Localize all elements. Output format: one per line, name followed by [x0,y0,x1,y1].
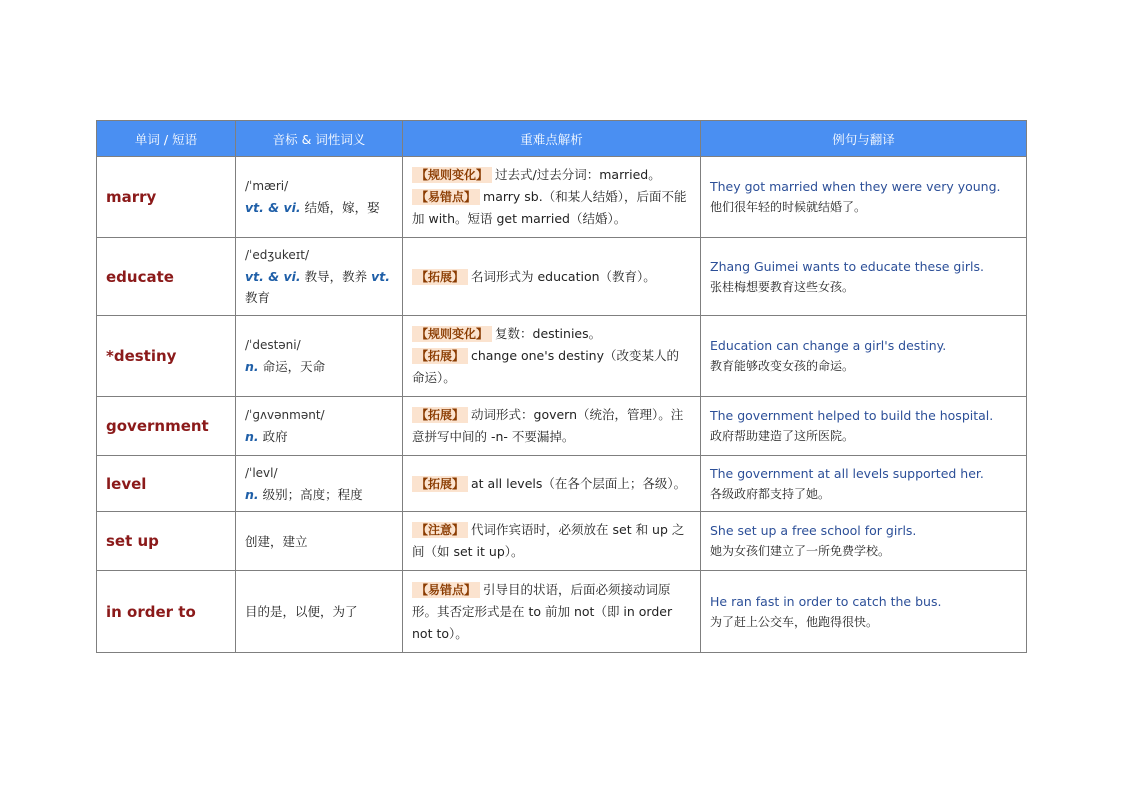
example-english: The government helped to build the hospital. [710,408,994,423]
example-english: The government at all levels supported her. [710,465,984,481]
example-chinese: 张桂梅想要教育这些女孩。 [710,279,855,294]
table-row [97,157,1027,238]
analysis-cell [403,316,701,397]
meaning: 政府 [262,429,288,444]
word-cell: educate [97,238,236,316]
header-example: 例句与翻译 [701,121,1027,157]
word-cell: *destiny [97,316,236,397]
example-english: She set up a free school for girls. [710,523,917,538]
analysis-cell [403,397,701,456]
example-chinese: 为了赶上公交车，他跑得很快。 [710,614,879,629]
example-chinese: 教育能够改变女孩的命运。 [710,359,855,373]
analysis-tag: 【规则变化】 [412,326,492,342]
word-cell: level [97,456,236,512]
analysis-cell [403,456,701,512]
part-of-speech: vt. & vi. [245,269,301,284]
analysis-text: 名词形式为 education（教育）。 [471,268,656,284]
phonetic: /ˈedʒukeɪt/ [245,248,309,262]
pronunciation-cell [236,316,403,397]
meaning: 教导，教养 [304,269,368,284]
analysis-tag: 【拓展】 [412,407,468,423]
analysis-text: at all levels（在各个层面上；各级）。 [471,475,687,491]
analysis-text: 代词作宾语时，必须放在 set 和 up 之间（如 set it up）。 [412,522,685,559]
analysis-text: change one's destiny（改变某人的命运）。 [412,348,680,385]
example-cell [701,397,1027,456]
analysis-text: 动词形式：govern（统治，管理）。注意拼写中间的 -n- 不要漏掉。 [412,407,684,444]
header-analysis: 重难点解析 [403,121,701,157]
analysis-text: marry sb.（和某人结婚），后面不能加 with。短语 get married（结婚）。 [412,189,687,226]
pronunciation-cell [236,512,403,571]
example-english: He ran fast in order to catch the bus. [710,593,942,609]
analysis-tag: 【拓展】 [412,348,468,364]
part-of-speech: vt. & vi. [245,200,301,215]
example-chinese: 各级政府都支持了她。 [710,486,831,501]
meaning: 命运，天命 [262,359,326,374]
example-cell [701,571,1027,653]
example-chinese: 政府帮助建造了这所医院。 [710,429,855,443]
example-english: Zhang Guimei wants to educate these girls. [710,258,984,274]
analysis-tag: 【易错点】 [412,582,480,598]
example-cell [701,238,1027,316]
analysis-text: 过去式/过去分词：married。 [495,167,661,182]
example-english: They got married when they were very young. [710,179,1001,194]
header-pronunciation: 音标 & 词性词义 [236,121,403,157]
table-header-row [97,121,1027,157]
part-of-speech: n. [245,429,259,444]
word-cell: government [97,397,236,456]
meaning: 教育 [245,290,271,305]
example-chinese: 她为女孩们建立了一所免费学校。 [710,544,891,558]
meaning: 目的是，以便，为了 [245,604,358,619]
pronunciation-cell [236,397,403,456]
meaning: 级别；高度；程度 [262,486,363,502]
phonetic: /ˈdestəni/ [245,338,301,352]
meaning: 结婚，嫁，娶 [304,200,380,215]
example-cell [701,157,1027,238]
analysis-tag: 【规则变化】 [412,167,492,183]
analysis-tag: 【拓展】 [412,476,468,492]
vocabulary-table [96,120,1027,653]
header-word: 单词 / 短语 [97,121,236,157]
phonetic: /ˈɡʌvənmənt/ [245,408,325,422]
word-cell: set up [97,512,236,571]
pronunciation-cell [236,571,403,653]
pronunciation-cell [236,238,403,316]
table-row [97,316,1027,397]
table-row [97,397,1027,456]
analysis-cell [403,512,701,571]
analysis-tag: 【拓展】 [412,269,468,285]
table-row [97,512,1027,571]
table-row [97,571,1027,653]
meaning: 创建，建立 [245,533,308,549]
part-of-speech: n. [245,359,259,374]
part-of-speech: vt. [371,269,391,284]
phonetic: /ˈmæri/ [245,179,289,193]
example-cell [701,316,1027,397]
analysis-tag: 【注意】 [412,522,468,538]
table-row [97,238,1027,316]
example-cell [701,512,1027,571]
analysis-text: 复数：destinies。 [495,326,602,341]
phonetic: /ˈlevl/ [245,465,278,480]
example-chinese: 他们很年轻的时候就结婚了。 [710,200,867,214]
table-row [97,456,1027,512]
example-cell [701,456,1027,512]
analysis-cell [403,238,701,316]
analysis-text: 引导目的状语，后面必须接动词原形。其否定形式是在 to 前加 not（即 in order not to）。 [412,581,673,641]
analysis-cell [403,571,701,653]
pronunciation-cell [236,456,403,512]
analysis-cell [403,157,701,238]
part-of-speech: n. [245,486,259,502]
pronunciation-cell [236,157,403,238]
word-cell: in order to [97,571,236,653]
word-cell: marry [97,157,236,238]
analysis-tag: 【易错点】 [412,189,480,205]
example-english: Education can change a girl's destiny. [710,338,947,353]
